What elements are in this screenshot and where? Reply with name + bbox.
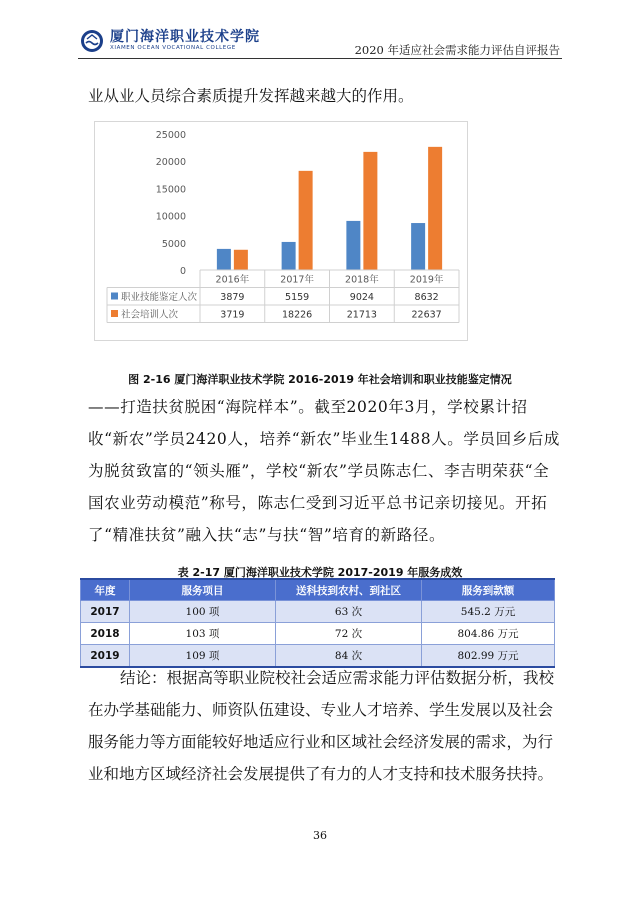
- service-results-table: [80, 578, 555, 668]
- y-tick-label: 5000: [161, 238, 186, 250]
- table-cell: 545.2 万元: [422, 601, 555, 623]
- data-label: 21713: [346, 309, 377, 321]
- bar: [217, 249, 231, 270]
- logo-english-name: XIAMEN OCEAN VOCATIONAL COLLEGE: [110, 45, 236, 52]
- college-seal-icon: [80, 29, 104, 53]
- conclusion-paragraph: 结论：根据高等职业院校社会适应需求能力评估数据分析，我校在办学基础能力、师资队伍建设、专业人才培养、学生发展以及社会服务能力等方面能较好地适应行业和区域社会经济发展的需求，为行业和地方区域经济社会发展提供了有力的人才支持和技术服务扶持。: [88, 669, 555, 783]
- figure-caption: 图 2-16 厦门海洋职业技术学院 2016-2019 年社会培训和职业技能鉴定情况: [128, 373, 512, 386]
- page-number: 36: [313, 829, 327, 842]
- table-cell: 103 项: [130, 623, 276, 645]
- data-label: 18226: [282, 309, 313, 321]
- table-caption: 表 2-17 厦门海洋职业技术学院 2017-2019 年服务成效: [177, 566, 463, 579]
- table-cell: 804.86 万元: [422, 623, 555, 645]
- table-cell: 84 次: [276, 645, 422, 668]
- table-cell: 2018: [81, 623, 130, 645]
- x-tick-label: 2016年: [215, 274, 250, 286]
- data-label: 5159: [285, 292, 310, 303]
- bar: [363, 152, 377, 270]
- x-tick-label: 2018年: [345, 274, 379, 286]
- y-tick-label: 0: [179, 266, 186, 277]
- logo-chinese-name: 厦门海洋职业技术学院: [110, 29, 260, 46]
- bar: [346, 221, 360, 270]
- data-label: 8632: [414, 292, 439, 303]
- table-header-cell: 送科技到农村、到社区: [276, 579, 422, 601]
- table-header-cell: 服务到款额: [422, 579, 555, 601]
- x-tick-label: 2019年: [409, 274, 444, 286]
- data-label: 9024: [349, 292, 374, 303]
- table-cell: 109 项: [130, 645, 276, 668]
- table-header-cell: 年度: [81, 579, 130, 601]
- legend-key: [111, 293, 118, 300]
- table-cell: 2017: [81, 601, 130, 623]
- bar: [411, 223, 425, 270]
- y-tick-label: 15000: [155, 184, 186, 196]
- body-paragraph: ——打造扶贫脱困“海院样本”。截至2020年3月，学校累计招收“新农”学员2420人，培养“新农”毕业生1488人。学员回乡后成为脱贫致富的“领头雁”，学校“新农”学员陈志仁、李吉明荣获“全国农业劳动模范”称号，陈志仁受到习近平总书记亲切接见。开拓了“精准扶贫”融入扶“志”与扶“智”培育的新路径。: [88, 398, 560, 544]
- table-row: [81, 623, 555, 645]
- college-logo: [80, 26, 280, 56]
- y-tick-label: 20000: [155, 157, 186, 169]
- x-tick-label: 2017年: [280, 274, 314, 286]
- table-cell: 100 项: [130, 601, 276, 623]
- table-cell: 802.99 万元: [422, 645, 555, 668]
- y-tick-label: 25000: [155, 130, 186, 141]
- y-tick-label: 10000: [155, 211, 186, 223]
- body-paragraph: 业从业人员综合素质提升发挥越来越大的作用。: [88, 87, 414, 105]
- legend-label: 社会培训人次: [121, 309, 179, 321]
- report-title: 2020 年适应社会需求能力评估自评报告: [354, 43, 560, 57]
- table-cell: 63 次: [276, 601, 422, 623]
- table-header-cell: 服务项目: [130, 579, 276, 601]
- bar-chart: [94, 121, 468, 341]
- bar: [234, 250, 248, 270]
- table-cell: 2019: [81, 645, 130, 668]
- bar-chart-svg: [95, 122, 467, 340]
- table-cell: 72 次: [276, 623, 422, 645]
- data-label: 3879: [220, 292, 245, 303]
- legend-label: 职业技能鉴定人次: [121, 292, 198, 303]
- table-row: [81, 601, 555, 623]
- header-divider: [78, 58, 562, 59]
- table-header-row: [81, 579, 555, 601]
- data-label: 22637: [411, 309, 442, 321]
- legend-key: [111, 310, 118, 317]
- bar: [299, 171, 313, 270]
- bar: [282, 242, 296, 270]
- data-label: 3719: [220, 309, 245, 321]
- bar: [428, 147, 442, 270]
